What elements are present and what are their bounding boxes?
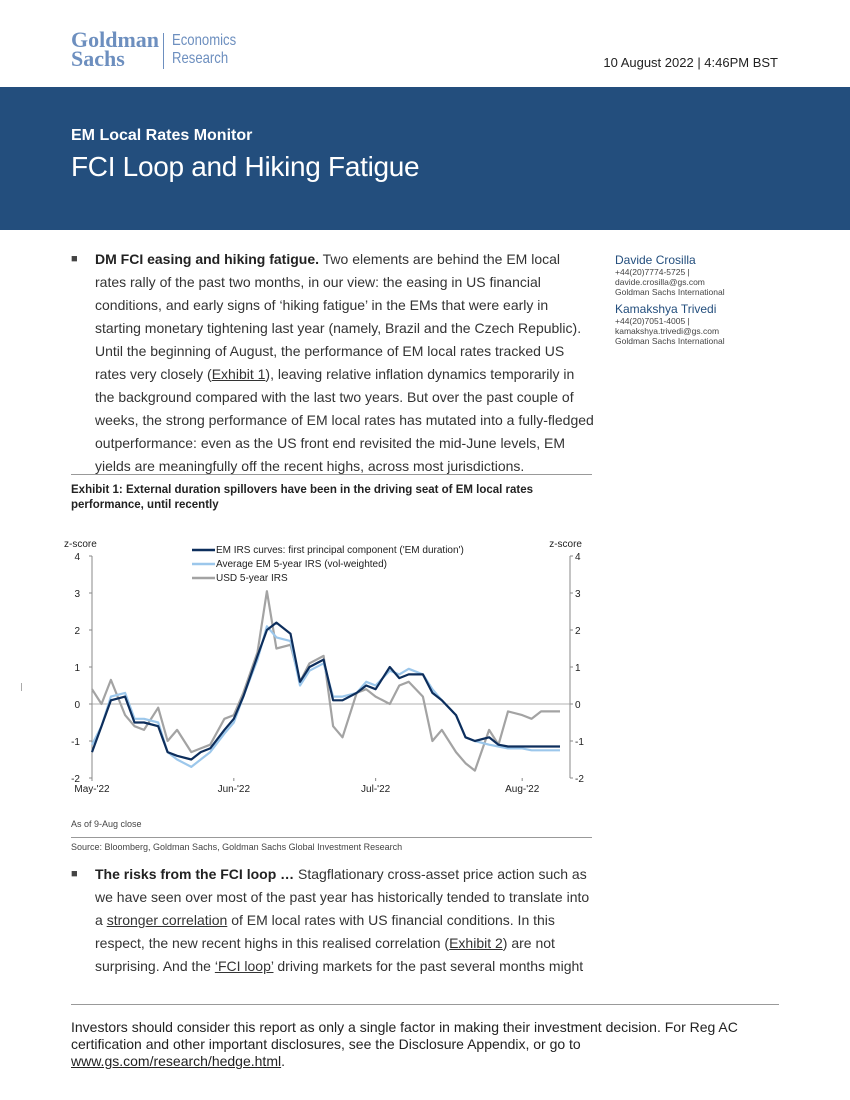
author-phone: +44(20)7774-5725 |	[615, 267, 690, 277]
logo-wordmark	[71, 27, 161, 71]
author-email[interactable]: kamakshya.trivedi@gs.com	[615, 326, 720, 336]
author-name: Davide Crosilla	[615, 253, 696, 267]
y-tick-label-left: -2	[71, 774, 80, 785]
division-name	[172, 32, 246, 68]
exhibit-bottom-rule	[71, 837, 592, 838]
x-tick-label: May-'22	[74, 784, 110, 795]
legend-entry: EM IRS curves: first principal component ('EM duration')	[216, 545, 464, 556]
y-tick-label-right: -2	[575, 774, 584, 785]
report-dateline: 10 August 2022 | 4:46PM BST	[603, 55, 778, 70]
logo-line2: Sachs	[71, 46, 125, 71]
exhibit-1-chart	[60, 536, 600, 801]
y-tick-label-right: 3	[575, 589, 581, 600]
exhibit-note: As of 9-Aug close	[71, 819, 142, 829]
author-card	[615, 302, 795, 346]
x-tick-label: Aug-'22	[505, 784, 540, 795]
legend-entry: USD 5-year IRS	[216, 573, 288, 584]
y-axis-title-right: z-score	[549, 539, 582, 550]
series-line	[92, 591, 560, 770]
y-tick-label-left: 4	[74, 552, 80, 563]
fci-loop-link[interactable]: ‘FCI loop’	[214, 958, 274, 974]
author-name: Kamakshya Trivedi	[615, 302, 717, 316]
bullet-1-text-b: ), leaving relative inflation dynamics temporarily in the background compared with the last two years. But over the past couple of weeks, the strong performance of EM local rates has mutated into a fully-fledged outperformance: even as the US front end revisited the mid-June levels, EM yields are meaningfully off the recent highs, across most jurisdictions.	[95, 366, 594, 474]
bullet-2-text-d: driving markets for the past several months might	[273, 958, 584, 974]
bullet-1-heading: DM FCI easing and hiking fatigue.	[95, 251, 320, 267]
exhibit-1-link[interactable]: Exhibit 1	[211, 366, 266, 382]
bullet-2-heading: The risks from the FCI loop …	[95, 866, 295, 882]
x-tick-label: Jul-'22	[361, 784, 391, 795]
y-tick-label-right: 2	[575, 626, 581, 637]
disclosure-text: Investors should consider this report as only a single factor in making their investment decision. For Reg AC certification and other important disclosures, see the Disclosure Appendix, or go to	[71, 1019, 738, 1052]
author-phone: +44(20)7051-4005 |	[615, 316, 690, 326]
series-line	[92, 626, 560, 767]
footer-rule	[71, 1004, 779, 1005]
logo-divider	[163, 33, 164, 69]
y-tick-label-left: 2	[74, 626, 80, 637]
y-tick-label-left: 0	[74, 700, 80, 711]
y-tick-label-right: 0	[575, 700, 581, 711]
bullet-1-text-a: Two elements are behind the EM local rates rally of the past two months, in our view: the easing in US financial conditions, and early signs of ‘hiking fatigue’ in the EMs that were early in starting monetary tightening last year (namely, Brazil and the Czech Republic). Until the beginning of August, the performance of EM local rates tracked US rates very closely (	[95, 251, 582, 382]
y-tick-label-right: 4	[575, 552, 581, 563]
y-axis-title-left: z-score	[64, 539, 97, 550]
exhibit-title: Exhibit 1: External duration spillovers have been in the driving seat of EM local rates performance, until recently	[71, 484, 534, 511]
x-tick-label: Jun-'22	[217, 784, 251, 795]
y-tick-label-right: 1	[575, 663, 581, 674]
bullet-2-text-c: ) are not surprising. And the	[95, 935, 555, 974]
division-line2: Research	[172, 50, 229, 67]
exhibit-source: Source: Bloomberg, Goldman Sachs, Goldman Sachs Global Investment Research	[71, 842, 403, 852]
author-email[interactable]: davide.crosilla@gs.com	[615, 277, 705, 287]
author-card	[615, 253, 795, 297]
logo-line1: Goldman	[71, 27, 160, 52]
division-line1: Economics	[172, 32, 237, 49]
stronger-correlation-link[interactable]: stronger correlation	[106, 912, 228, 928]
bullet-paragraph-1	[71, 248, 595, 478]
y-tick-label-left: 3	[74, 589, 80, 600]
bullet-square-icon: ■	[71, 868, 78, 880]
bullet-square-icon: ■	[71, 253, 78, 265]
y-tick-label-right: -1	[575, 737, 584, 748]
author-list	[615, 253, 795, 351]
exhibit-top-rule	[71, 474, 592, 475]
disclosure-period: .	[281, 1053, 285, 1069]
legend-entry: Average EM 5-year IRS (vol-weighted)	[216, 559, 387, 570]
author-firm: Goldman Sachs International	[615, 287, 725, 297]
bullet-paragraph-2	[71, 863, 595, 978]
y-tick-label-left: -1	[71, 737, 80, 748]
margin-mark	[21, 683, 22, 691]
exhibit-2-link[interactable]: Exhibit 2	[449, 935, 503, 951]
report-series: EM Local Rates Monitor	[71, 127, 253, 144]
y-tick-label-left: 1	[74, 663, 80, 674]
bullet-2-text-b: of EM local rates with US financial conditions. In this respect, the new recent highs in this realised correlation (	[95, 912, 555, 951]
disclosure-link[interactable]: www.gs.com/research/hedge.html	[71, 1053, 282, 1069]
report-title: FCI Loop and Hiking Fatigue	[71, 151, 420, 182]
series-line	[92, 623, 560, 760]
author-firm: Goldman Sachs International	[615, 336, 725, 346]
disclosure-footer	[71, 1019, 761, 1070]
bullet-2-text-a: Stagflationary cross-asset price action such as we have seen over most of the past year has historically tended to translate into a	[95, 866, 590, 928]
